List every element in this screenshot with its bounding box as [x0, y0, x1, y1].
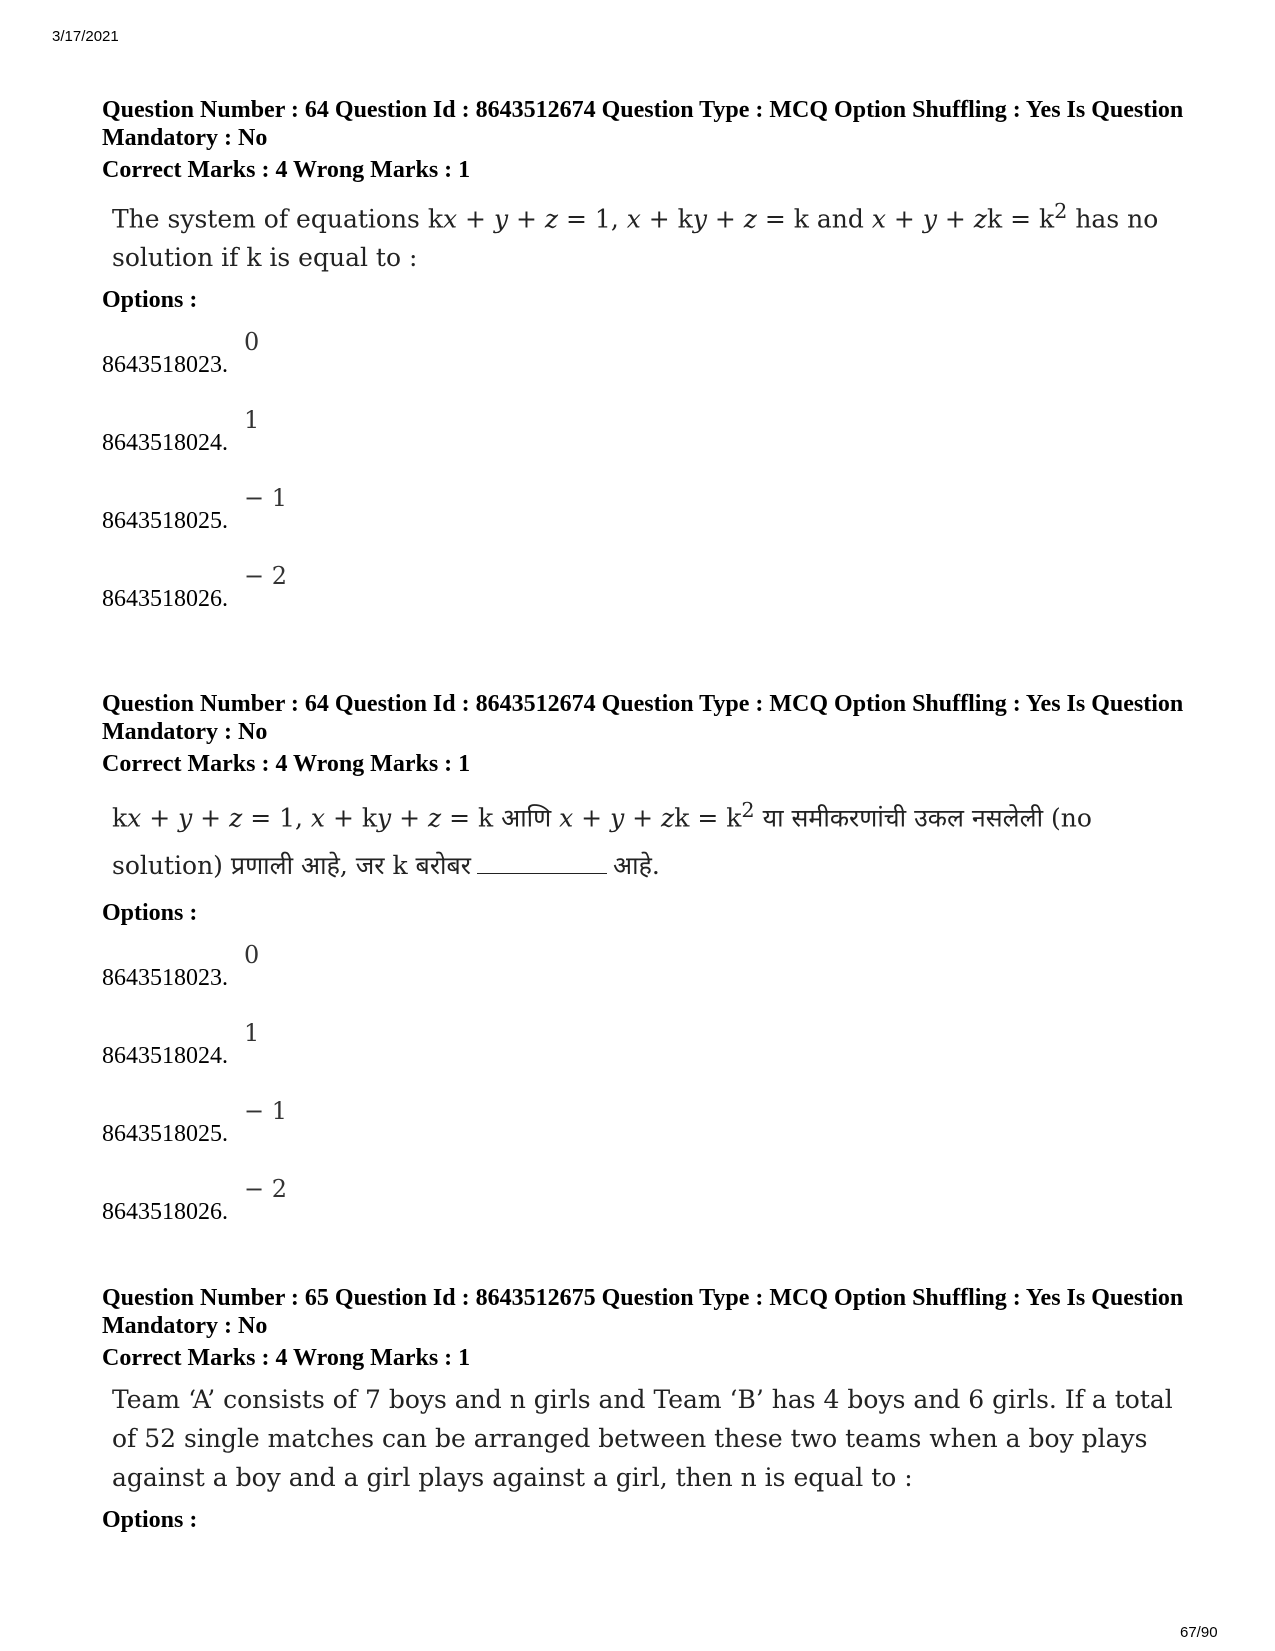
stem-var: z [743, 204, 757, 234]
option-id: 8643518026. [102, 1199, 228, 1226]
option-item[interactable] [102, 470, 1202, 548]
question-stem: Team ‘A’ consists of 7 boys and n girls and Team ‘B’ has 4 boys and 6 girls. If a total of 52 single matches can be arranged between these two teams when a boy plays against a boy and a girl plays against a girl, then n is equal to : [112, 1385, 1173, 1492]
option-item[interactable] [102, 1005, 1202, 1083]
stem-var: z [973, 204, 987, 234]
stem-text: आहे. [613, 851, 660, 881]
option-id: 8643518023. [102, 965, 228, 992]
question-stem [112, 192, 1202, 277]
option-id: 8643518025. [102, 508, 228, 535]
page-number: 67/90 [1180, 1624, 1218, 1641]
option-id: 8643518024. [102, 430, 228, 457]
stem-var: y [493, 204, 509, 234]
option-value: 1 [244, 406, 260, 435]
stem-superscript: 2 [1054, 199, 1068, 223]
stem-var: z [544, 204, 559, 234]
question-stem [112, 786, 1202, 890]
option-item[interactable] [102, 927, 1202, 1005]
stem-text: + [141, 803, 179, 833]
options-label: Options : [102, 1507, 198, 1533]
option-value: 0 [244, 328, 260, 357]
option-value: − 2 [244, 562, 288, 591]
stem-text: + [192, 803, 230, 833]
option-item[interactable] [102, 1083, 1202, 1161]
question-marks: Correct Marks : 4 Wrong Marks : 1 [102, 751, 471, 777]
stem-text: + [624, 803, 662, 833]
option-id: 8643518026. [102, 586, 228, 613]
stem-text: + [706, 204, 744, 234]
question-meta: Question Number : 64 Question Id : 8643512674 Question Type : MCQ Option Shuffling : Yes Is Question Mandatory : No [102, 97, 1184, 151]
stem-text: = 1, [558, 204, 627, 234]
stem-text: k = k [986, 204, 1055, 234]
option-value: 1 [244, 1019, 260, 1048]
stem-var: z [427, 803, 442, 833]
option-item[interactable] [102, 548, 1202, 626]
stem-text: k [112, 803, 128, 833]
question-marks: Correct Marks : 4 Wrong Marks : 1 [102, 157, 471, 183]
question-block [102, 96, 1202, 626]
stem-var: y [692, 204, 707, 234]
stem-text: k = k [674, 803, 742, 833]
option-item[interactable] [102, 392, 1202, 470]
question-meta: Question Number : 65 Question Id : 8643512675 Question Type : MCQ Option Shuffling : Yes Is Question Mandatory : No [102, 1285, 1184, 1339]
stem-text: + [391, 803, 428, 833]
option-item[interactable] [102, 314, 1202, 392]
question-meta: Question Number : 64 Question Id : 8643512674 Question Type : MCQ Option Shuffling : Yes Is Question Mandatory : No [102, 691, 1184, 745]
stem-var: x [626, 204, 641, 234]
question-block [102, 1284, 1202, 1534]
option-id: 8643518025. [102, 1121, 228, 1148]
stem-var: y [922, 204, 937, 234]
stem-var: x [310, 803, 325, 833]
answer-blank [477, 851, 607, 874]
question-marks: Correct Marks : 4 Wrong Marks : 1 [102, 1345, 471, 1371]
stem-var: y [178, 803, 193, 833]
option-value: − 2 [244, 1175, 288, 1204]
stem-text: = k आणि [441, 803, 560, 833]
stem-var: y [377, 803, 392, 833]
option-value: − 1 [244, 484, 288, 513]
option-item[interactable] [102, 1161, 1202, 1239]
question-block [102, 690, 1202, 1239]
stem-text: has no solution if k is equal to : [112, 204, 1159, 273]
options-label: Options : [102, 900, 198, 927]
stem-text: + [508, 204, 545, 234]
stem-text: + [936, 204, 974, 234]
stem-var: x [871, 204, 886, 234]
stem-text: + k [325, 803, 377, 833]
stem-text: + [457, 204, 494, 234]
stem-text: या समीकरणांची उकल नसलेली (no solution) प्रणाली आहे, जर k बरोबर [112, 803, 1092, 881]
stem-text: + k [640, 204, 693, 234]
stem-superscript: 2 [741, 798, 755, 822]
stem-var: x [559, 803, 574, 833]
print-date: 3/17/2021 [52, 28, 119, 45]
option-value: − 1 [244, 1097, 288, 1126]
stem-var: y [610, 803, 625, 833]
stem-text: The system of equations k [112, 204, 443, 234]
option-value: 0 [244, 941, 260, 970]
option-id: 8643518024. [102, 1043, 228, 1070]
stem-text: + [885, 204, 923, 234]
stem-text: + [573, 803, 611, 833]
stem-var: x [442, 204, 458, 234]
stem-var: z [661, 803, 675, 833]
stem-text: = 1, [242, 803, 311, 833]
stem-var: z [229, 803, 243, 833]
option-id: 8643518023. [102, 352, 228, 379]
options-label: Options : [102, 287, 198, 314]
stem-text: = k and [756, 204, 872, 234]
stem-var: x [127, 803, 142, 833]
